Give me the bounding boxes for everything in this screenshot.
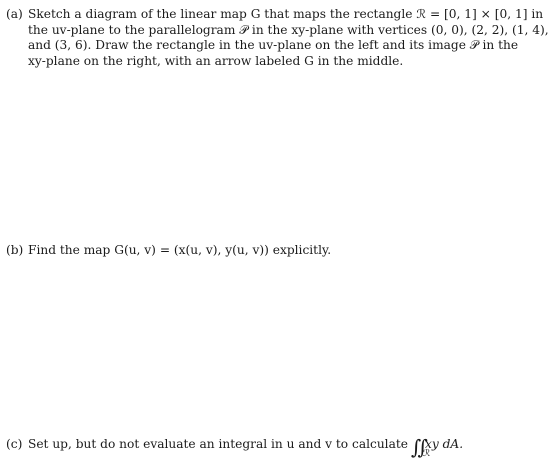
part-b-line [6, 243, 468, 259]
double-integral-symbol [410, 435, 431, 459]
part-b-marker: (b) [6, 243, 24, 257]
integral-sign: ∬ [410, 435, 422, 459]
problem-part-b [6, 243, 468, 259]
problem-part-c [6, 435, 468, 459]
part-c-text: Set up, but do not evaluate an integral in u and v to calculate [28, 437, 408, 451]
part-a-line-4: xy-plane on the right, with an arrow labeled G in the middle. [28, 53, 404, 68]
part-c-marker: (c) [6, 437, 23, 451]
integrand: xy dA. [424, 437, 464, 451]
problem-part-a [6, 7, 549, 69]
part-a-marker: (a) [6, 7, 23, 21]
part-a-line-3: and (3, 6). Draw the rectangle in the uv-plane on the left and its image 𝒫 in the [28, 38, 519, 53]
part-a-line-1 [6, 7, 544, 23]
part-b-text: Find the map G(u, v) = (x(u, v), y(u, v)) explicitly. [28, 243, 332, 257]
part-a-line-2: the uv-plane to the parallelogram 𝒫 in the xy-plane with vertices (0, 0), (2, 2), (1, 4), [28, 22, 549, 37]
integral-region: ℛ [422, 449, 431, 459]
part-a-line-1-text: Sketch a diagram of the linear map G that maps the rectangle ℛ = [0, 1] × [0, 1] in [28, 7, 544, 21]
part-c-line [6, 435, 468, 459]
